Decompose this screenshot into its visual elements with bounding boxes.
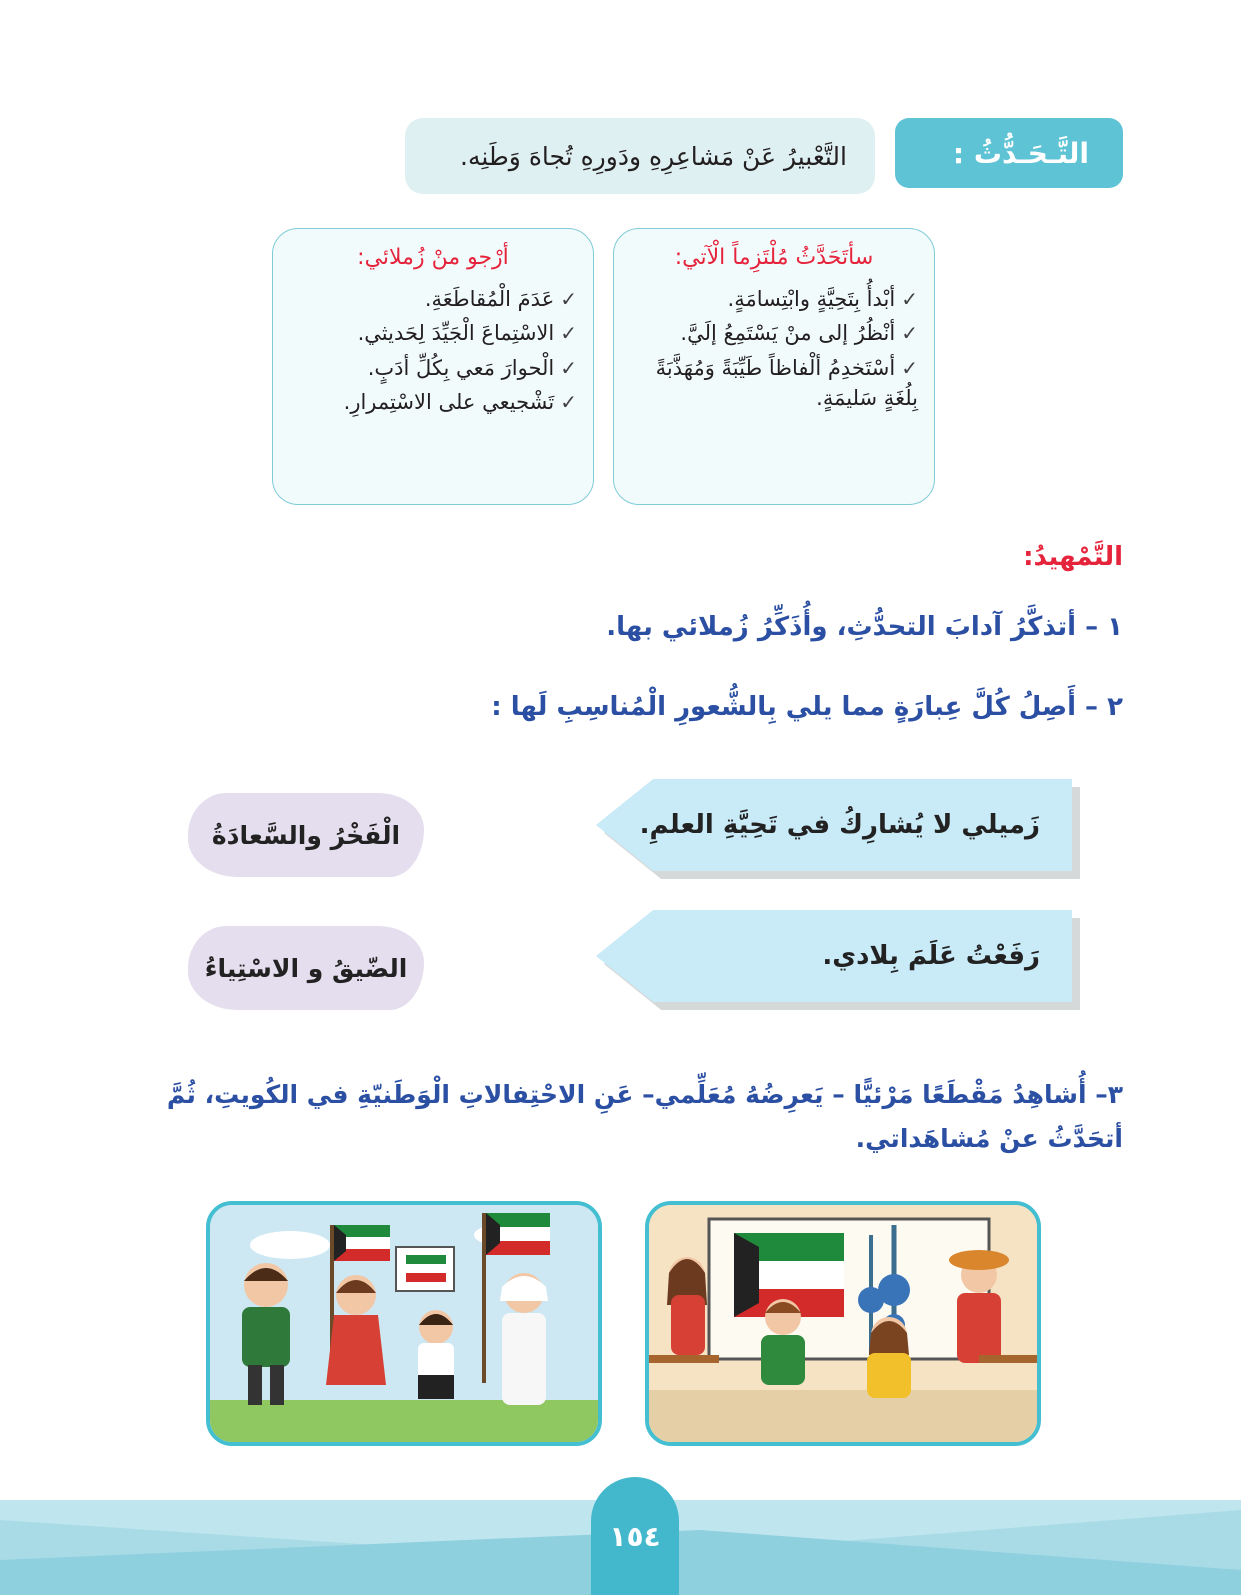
statement-text: زَميلي لا يُشارِكُ في تَحِيَّةِ العلمِ. bbox=[639, 810, 1040, 840]
expectation-text: الْحوارَ مَعي بِكُلِّ أدَبٍ. bbox=[367, 355, 555, 380]
feeling-text: الْفَخْرُ والسَّعادَةُ bbox=[211, 820, 401, 850]
check-icon: ✓ bbox=[560, 321, 577, 346]
intro-step-3: ٣– أُشاهِدُ مَقْطَعًا مَرْئيًّا – يَعرِضُهُ مُعَلِّمي– عَنِ الاحْتِفالاتِ الْوَطَنيّةِ في الكُويتِ، ثُمَّ أتحَدَّثُ عنْ مُشاهَداتي. bbox=[166, 1080, 1123, 1153]
kids-celebrating-illustration bbox=[206, 1201, 602, 1446]
statement-card-2[interactable] bbox=[596, 910, 1076, 1006]
check-icon: ✓ bbox=[901, 321, 918, 346]
check-icon: ✓ bbox=[901, 287, 918, 311]
guideline-item bbox=[630, 353, 918, 414]
intro-step-2: ٢ – أَصِلُ كُلَّ عِبارَةٍ مما يلي بِالشُّعورِ الْمُناسِبِ لَها : bbox=[491, 692, 1123, 722]
kids-painting-illustration bbox=[645, 1201, 1041, 1446]
expectation-item bbox=[289, 318, 577, 348]
kids-celebrating-drawing bbox=[210, 1205, 598, 1442]
check-icon: ✓ bbox=[560, 390, 577, 415]
guideline-item bbox=[630, 284, 918, 314]
feeling-card-2[interactable] bbox=[188, 926, 424, 1010]
intro-step-1: ١ – أتذكَّرُ آدابَ التحدُّثِ، وأُذَكِّرُ زُملائي بها. bbox=[606, 612, 1123, 642]
speaking-guidelines-title: سأتَحَدَّثُ مُلْتَزِماً الْآتي: bbox=[674, 245, 874, 270]
peer-expectations-box bbox=[272, 228, 594, 505]
feeling-text: الضّيقُ و الاسْتِياءُ bbox=[204, 953, 408, 983]
kids-painting-drawing bbox=[649, 1205, 1037, 1442]
expectation-text: عَدَمَ الْمُقاطَعَةِ. bbox=[424, 287, 555, 311]
guideline-item bbox=[630, 318, 918, 348]
intro-heading: التَّمْهيدُ: bbox=[1023, 542, 1123, 572]
expectation-item bbox=[289, 387, 577, 417]
expectation-item bbox=[289, 284, 577, 314]
expectation-text: تَشْجيعي على الاسْتِمرارِ. bbox=[343, 390, 555, 415]
feeling-card-1[interactable] bbox=[188, 793, 424, 877]
page-number-tab bbox=[591, 1477, 679, 1595]
guideline-text: أبْدأُ بِتَحِيَّةٍ وابْتِسامَةٍ. bbox=[727, 287, 896, 311]
statement-card-1[interactable] bbox=[596, 779, 1076, 875]
guideline-text: أنْظُرُ إلى منْ يَسْتَمِعُ إلَيَّ. bbox=[680, 321, 896, 346]
expectation-text: الاسْتِماعَ الْجَيِّدَ لِحَديثي. bbox=[357, 321, 555, 346]
topic-description bbox=[405, 118, 875, 194]
speaking-guidelines-box bbox=[613, 228, 935, 505]
expectation-item bbox=[289, 353, 577, 383]
topic-tag-label: التَّـحَـدُّثُ : bbox=[952, 136, 1089, 170]
statement-text: رَفَعْتُ عَلَمَ بِلادي. bbox=[822, 941, 1040, 971]
check-icon: ✓ bbox=[560, 355, 577, 380]
check-icon: ✓ bbox=[560, 287, 577, 311]
guideline-text: أسْتَخدِمُ ألْفاظاً طَيِّبَةً وَمُهَذَّبَةً بِلُغَةٍ سَليمَةٍ. bbox=[655, 355, 918, 411]
peer-expectations-title: أرْجو منْ زُملائي: bbox=[357, 245, 509, 270]
topic-description-text: التَّعْبيرُ عَنْ مَشاعِرِهِ ودَورِهِ تُجاهَ وَطَنِه. bbox=[460, 141, 847, 171]
topic-tag bbox=[895, 118, 1123, 188]
check-icon: ✓ bbox=[901, 355, 918, 380]
page-number: ١٥٤ bbox=[609, 1519, 661, 1553]
